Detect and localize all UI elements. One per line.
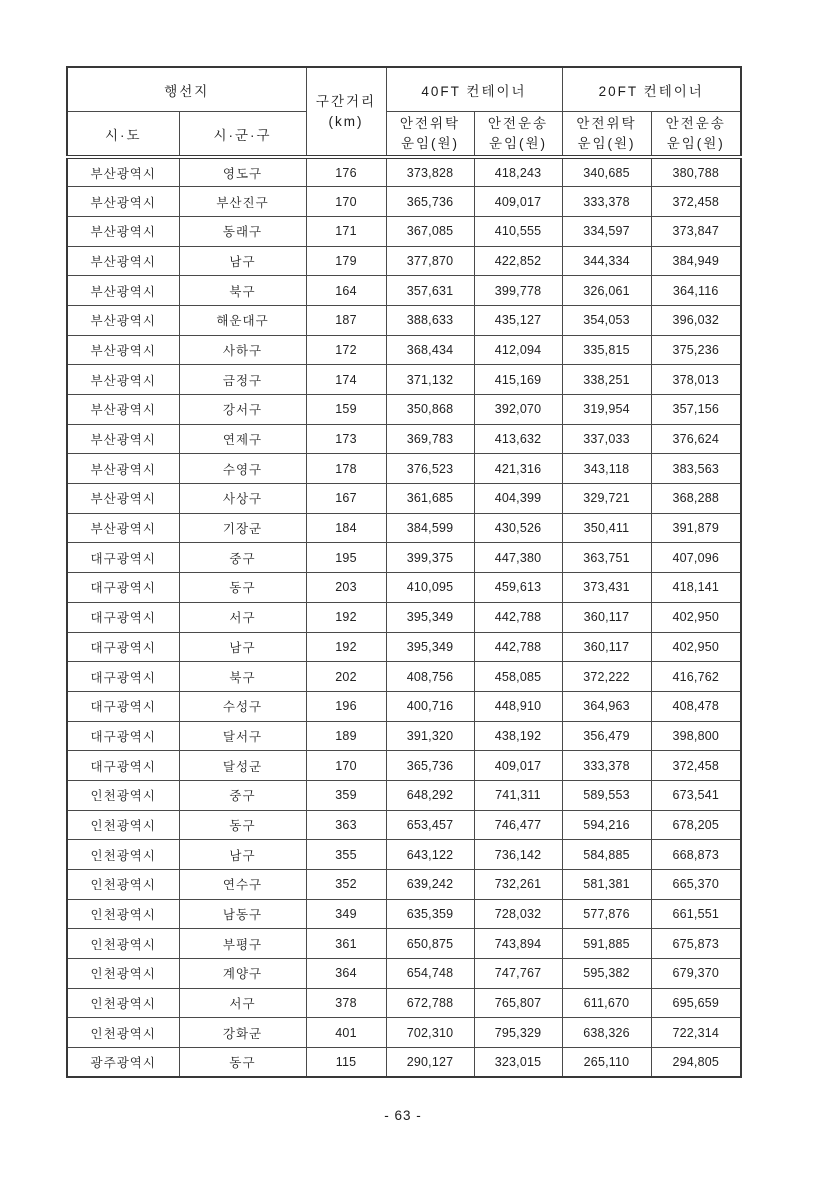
cell-distance: 363 <box>306 810 386 840</box>
cell-distance: 178 <box>306 454 386 484</box>
table-row <box>67 573 741 603</box>
cell-sigungu: 남구 <box>179 632 306 662</box>
cell-20ft-consign-fare: 335,815 <box>562 335 651 365</box>
cell-20ft-transport-fare: 661,551 <box>651 899 741 929</box>
cell-distance: 115 <box>306 1048 386 1078</box>
cell-sigungu: 사상구 <box>179 484 306 514</box>
cell-20ft-transport-fare: 408,478 <box>651 691 741 721</box>
cell-40ft-transport-fare: 458,085 <box>474 662 562 692</box>
cell-sigungu: 부산진구 <box>179 187 306 217</box>
cell-distance: 355 <box>306 840 386 870</box>
cell-distance: 196 <box>306 691 386 721</box>
cell-sido: 대구광역시 <box>67 543 179 573</box>
table-row <box>67 216 741 246</box>
cell-distance: 164 <box>306 276 386 306</box>
cell-20ft-transport-fare: 391,879 <box>651 513 741 543</box>
cell-sido: 부산광역시 <box>67 157 179 187</box>
table-row <box>67 1048 741 1078</box>
cell-sigungu: 부평구 <box>179 929 306 959</box>
cell-40ft-transport-fare: 743,894 <box>474 929 562 959</box>
cell-sido: 인천광역시 <box>67 929 179 959</box>
cell-20ft-consign-fare: 319,954 <box>562 395 651 425</box>
table-row <box>67 246 741 276</box>
cell-20ft-transport-fare: 357,156 <box>651 395 741 425</box>
container-fare-table <box>66 66 742 1078</box>
cell-distance: 192 <box>306 632 386 662</box>
cell-sigungu: 북구 <box>179 662 306 692</box>
cell-40ft-consign-fare: 395,349 <box>386 602 474 632</box>
cell-distance: 170 <box>306 751 386 781</box>
cell-40ft-transport-fare: 448,910 <box>474 691 562 721</box>
cell-sido: 광주광역시 <box>67 1048 179 1078</box>
cell-sido: 부산광역시 <box>67 454 179 484</box>
cell-20ft-consign-fare: 594,216 <box>562 810 651 840</box>
cell-distance: 361 <box>306 929 386 959</box>
cell-20ft-consign-fare: 350,411 <box>562 513 651 543</box>
cell-20ft-consign-fare: 360,117 <box>562 632 651 662</box>
cell-distance: 172 <box>306 335 386 365</box>
cell-20ft-consign-fare: 595,382 <box>562 959 651 989</box>
cell-40ft-consign-fare: 650,875 <box>386 929 474 959</box>
cell-sido: 부산광역시 <box>67 484 179 514</box>
cell-40ft-transport-fare: 392,070 <box>474 395 562 425</box>
table-row <box>67 602 741 632</box>
page-number: - 63 - <box>384 1108 422 1123</box>
header-20ft-transport-fare: 안전운송 운임(원) <box>651 112 741 158</box>
cell-40ft-consign-fare: 357,631 <box>386 276 474 306</box>
cell-20ft-consign-fare: 638,326 <box>562 1018 651 1048</box>
header-sigungu: 시·군·구 <box>179 112 306 158</box>
cell-sido: 인천광역시 <box>67 870 179 900</box>
cell-sigungu: 서구 <box>179 602 306 632</box>
table-row <box>67 157 741 187</box>
cell-40ft-consign-fare: 702,310 <box>386 1018 474 1048</box>
table-row <box>67 632 741 662</box>
cell-distance: 203 <box>306 573 386 603</box>
cell-20ft-consign-fare: 326,061 <box>562 276 651 306</box>
cell-sido: 대구광역시 <box>67 662 179 692</box>
table-row <box>67 780 741 810</box>
cell-20ft-transport-fare: 396,032 <box>651 305 741 335</box>
cell-sido: 대구광역시 <box>67 721 179 751</box>
cell-40ft-consign-fare: 377,870 <box>386 246 474 276</box>
header-40ft-consign-fare: 안전위탁 운임(원) <box>386 112 474 158</box>
cell-40ft-transport-fare: 442,788 <box>474 632 562 662</box>
table-row <box>67 810 741 840</box>
cell-sido: 대구광역시 <box>67 632 179 662</box>
cell-20ft-transport-fare: 398,800 <box>651 721 741 751</box>
cell-40ft-transport-fare: 323,015 <box>474 1048 562 1078</box>
cell-distance: 349 <box>306 899 386 929</box>
cell-40ft-transport-fare: 435,127 <box>474 305 562 335</box>
cell-40ft-transport-fare: 409,017 <box>474 751 562 781</box>
cell-sigungu: 동구 <box>179 810 306 840</box>
cell-sigungu: 남동구 <box>179 899 306 929</box>
cell-40ft-consign-fare: 290,127 <box>386 1048 474 1078</box>
cell-40ft-consign-fare: 365,736 <box>386 187 474 217</box>
table-row <box>67 454 741 484</box>
table-row <box>67 929 741 959</box>
cell-40ft-transport-fare: 795,329 <box>474 1018 562 1048</box>
cell-sido: 부산광역시 <box>67 395 179 425</box>
cell-40ft-transport-fare: 421,316 <box>474 454 562 484</box>
cell-sido: 인천광역시 <box>67 780 179 810</box>
cell-sigungu: 동구 <box>179 573 306 603</box>
cell-sigungu: 동래구 <box>179 216 306 246</box>
cell-20ft-transport-fare: 679,370 <box>651 959 741 989</box>
cell-40ft-transport-fare: 447,380 <box>474 543 562 573</box>
cell-20ft-consign-fare: 340,685 <box>562 157 651 187</box>
cell-distance: 352 <box>306 870 386 900</box>
cell-20ft-transport-fare: 722,314 <box>651 1018 741 1048</box>
cell-sido: 인천광역시 <box>67 988 179 1018</box>
cell-40ft-consign-fare: 361,685 <box>386 484 474 514</box>
cell-40ft-transport-fare: 430,526 <box>474 513 562 543</box>
cell-20ft-transport-fare: 668,873 <box>651 840 741 870</box>
cell-40ft-consign-fare: 365,736 <box>386 751 474 781</box>
cell-40ft-consign-fare: 384,599 <box>386 513 474 543</box>
cell-20ft-transport-fare: 418,141 <box>651 573 741 603</box>
cell-20ft-consign-fare: 333,378 <box>562 187 651 217</box>
cell-20ft-consign-fare: 372,222 <box>562 662 651 692</box>
cell-sigungu: 달성군 <box>179 751 306 781</box>
cell-sigungu: 남구 <box>179 246 306 276</box>
cell-sido: 인천광역시 <box>67 1018 179 1048</box>
cell-40ft-consign-fare: 376,523 <box>386 454 474 484</box>
cell-distance: 173 <box>306 424 386 454</box>
header-40ft-transport-fare: 안전운송 운임(원) <box>474 112 562 158</box>
cell-40ft-consign-fare: 391,320 <box>386 721 474 751</box>
table-row <box>67 751 741 781</box>
cell-40ft-consign-fare: 400,716 <box>386 691 474 721</box>
cell-40ft-transport-fare: 409,017 <box>474 187 562 217</box>
cell-40ft-transport-fare: 438,192 <box>474 721 562 751</box>
cell-distance: 174 <box>306 365 386 395</box>
cell-40ft-consign-fare: 648,292 <box>386 780 474 810</box>
cell-sigungu: 중구 <box>179 780 306 810</box>
table-row <box>67 721 741 751</box>
cell-distance: 179 <box>306 246 386 276</box>
cell-distance: 401 <box>306 1018 386 1048</box>
cell-40ft-consign-fare: 369,783 <box>386 424 474 454</box>
cell-20ft-transport-fare: 407,096 <box>651 543 741 573</box>
cell-20ft-transport-fare: 416,762 <box>651 662 741 692</box>
cell-20ft-consign-fare: 337,033 <box>562 424 651 454</box>
cell-sigungu: 연수구 <box>179 870 306 900</box>
cell-distance: 189 <box>306 721 386 751</box>
cell-sigungu: 계양구 <box>179 959 306 989</box>
cell-20ft-transport-fare: 375,236 <box>651 335 741 365</box>
cell-sido: 부산광역시 <box>67 187 179 217</box>
cell-20ft-transport-fare: 294,805 <box>651 1048 741 1078</box>
cell-sigungu: 강서구 <box>179 395 306 425</box>
table-row <box>67 365 741 395</box>
cell-20ft-consign-fare: 338,251 <box>562 365 651 395</box>
cell-20ft-consign-fare: 584,885 <box>562 840 651 870</box>
cell-40ft-consign-fare: 395,349 <box>386 632 474 662</box>
table-row <box>67 899 741 929</box>
cell-40ft-transport-fare: 736,142 <box>474 840 562 870</box>
cell-20ft-transport-fare: 380,788 <box>651 157 741 187</box>
header-40ft-container: 40FT 컨테이너 <box>386 67 562 112</box>
table-row <box>67 513 741 543</box>
table-row <box>67 870 741 900</box>
cell-40ft-transport-fare: 399,778 <box>474 276 562 306</box>
cell-sido: 부산광역시 <box>67 335 179 365</box>
cell-20ft-consign-fare: 364,963 <box>562 691 651 721</box>
cell-40ft-consign-fare: 410,095 <box>386 573 474 603</box>
cell-40ft-consign-fare: 368,434 <box>386 335 474 365</box>
cell-40ft-transport-fare: 415,169 <box>474 365 562 395</box>
cell-40ft-consign-fare: 408,756 <box>386 662 474 692</box>
cell-20ft-transport-fare: 373,847 <box>651 216 741 246</box>
cell-20ft-consign-fare: 577,876 <box>562 899 651 929</box>
cell-distance: 364 <box>306 959 386 989</box>
cell-sido: 인천광역시 <box>67 840 179 870</box>
table-row <box>67 543 741 573</box>
table-row <box>67 395 741 425</box>
table-row <box>67 276 741 306</box>
cell-40ft-transport-fare: 728,032 <box>474 899 562 929</box>
cell-sido: 부산광역시 <box>67 424 179 454</box>
cell-40ft-transport-fare: 413,632 <box>474 424 562 454</box>
table-row <box>67 1018 741 1048</box>
header-distance-line1: 구간거리 <box>315 93 377 109</box>
cell-sido: 대구광역시 <box>67 691 179 721</box>
header-distance-km <box>306 67 386 157</box>
cell-sigungu: 강화군 <box>179 1018 306 1048</box>
cell-sigungu: 사하구 <box>179 335 306 365</box>
cell-sigungu: 수성구 <box>179 691 306 721</box>
cell-sigungu: 해운대구 <box>179 305 306 335</box>
cell-40ft-transport-fare: 459,613 <box>474 573 562 603</box>
cell-40ft-transport-fare: 746,477 <box>474 810 562 840</box>
table-row <box>67 335 741 365</box>
cell-distance: 167 <box>306 484 386 514</box>
cell-sigungu: 중구 <box>179 543 306 573</box>
cell-40ft-consign-fare: 350,868 <box>386 395 474 425</box>
cell-sigungu: 기장군 <box>179 513 306 543</box>
cell-sido: 인천광역시 <box>67 899 179 929</box>
cell-sigungu: 금정구 <box>179 365 306 395</box>
cell-20ft-consign-fare: 611,670 <box>562 988 651 1018</box>
cell-sido: 부산광역시 <box>67 513 179 543</box>
cell-sigungu: 남구 <box>179 840 306 870</box>
cell-20ft-transport-fare: 675,873 <box>651 929 741 959</box>
cell-20ft-consign-fare: 373,431 <box>562 573 651 603</box>
cell-sigungu: 수영구 <box>179 454 306 484</box>
cell-20ft-transport-fare: 368,288 <box>651 484 741 514</box>
cell-sigungu: 서구 <box>179 988 306 1018</box>
cell-distance: 170 <box>306 187 386 217</box>
header-20ft-container: 20FT 컨테이너 <box>562 67 741 112</box>
cell-sigungu: 영도구 <box>179 157 306 187</box>
cell-40ft-transport-fare: 418,243 <box>474 157 562 187</box>
cell-20ft-consign-fare: 581,381 <box>562 870 651 900</box>
cell-distance: 184 <box>306 513 386 543</box>
header-20ft-consign-fare: 안전위탁 운임(원) <box>562 112 651 158</box>
cell-20ft-consign-fare: 334,597 <box>562 216 651 246</box>
cell-20ft-transport-fare: 665,370 <box>651 870 741 900</box>
cell-40ft-consign-fare: 635,359 <box>386 899 474 929</box>
cell-distance: 195 <box>306 543 386 573</box>
cell-20ft-transport-fare: 402,950 <box>651 632 741 662</box>
cell-40ft-transport-fare: 404,399 <box>474 484 562 514</box>
cell-distance: 192 <box>306 602 386 632</box>
header-sido: 시·도 <box>67 112 179 158</box>
cell-20ft-consign-fare: 265,110 <box>562 1048 651 1078</box>
cell-20ft-transport-fare: 384,949 <box>651 246 741 276</box>
cell-sido: 인천광역시 <box>67 810 179 840</box>
cell-40ft-transport-fare: 741,311 <box>474 780 562 810</box>
cell-20ft-consign-fare: 329,721 <box>562 484 651 514</box>
cell-distance: 159 <box>306 395 386 425</box>
cell-distance: 176 <box>306 157 386 187</box>
cell-sido: 부산광역시 <box>67 276 179 306</box>
header-distance-line2: (km) <box>328 113 364 129</box>
cell-distance: 202 <box>306 662 386 692</box>
cell-40ft-consign-fare: 399,375 <box>386 543 474 573</box>
table-header <box>67 67 741 157</box>
cell-sido: 부산광역시 <box>67 246 179 276</box>
cell-20ft-transport-fare: 402,950 <box>651 602 741 632</box>
cell-40ft-consign-fare: 367,085 <box>386 216 474 246</box>
cell-20ft-transport-fare: 678,205 <box>651 810 741 840</box>
table-row <box>67 959 741 989</box>
cell-20ft-consign-fare: 343,118 <box>562 454 651 484</box>
cell-20ft-transport-fare: 378,013 <box>651 365 741 395</box>
cell-40ft-transport-fare: 747,767 <box>474 959 562 989</box>
cell-20ft-consign-fare: 589,553 <box>562 780 651 810</box>
cell-40ft-consign-fare: 653,457 <box>386 810 474 840</box>
cell-20ft-transport-fare: 372,458 <box>651 187 741 217</box>
cell-distance: 359 <box>306 780 386 810</box>
cell-40ft-transport-fare: 422,852 <box>474 246 562 276</box>
cell-20ft-consign-fare: 333,378 <box>562 751 651 781</box>
cell-40ft-transport-fare: 765,807 <box>474 988 562 1018</box>
cell-20ft-consign-fare: 591,885 <box>562 929 651 959</box>
cell-sido: 대구광역시 <box>67 602 179 632</box>
cell-distance: 378 <box>306 988 386 1018</box>
cell-sigungu: 동구 <box>179 1048 306 1078</box>
cell-40ft-consign-fare: 388,633 <box>386 305 474 335</box>
cell-distance: 171 <box>306 216 386 246</box>
cell-20ft-transport-fare: 372,458 <box>651 751 741 781</box>
cell-20ft-consign-fare: 354,053 <box>562 305 651 335</box>
cell-sido: 인천광역시 <box>67 959 179 989</box>
table-body <box>67 157 741 1077</box>
cell-20ft-transport-fare: 364,116 <box>651 276 741 306</box>
table-row <box>67 305 741 335</box>
cell-20ft-transport-fare: 383,563 <box>651 454 741 484</box>
table-row <box>67 484 741 514</box>
cell-20ft-transport-fare: 673,541 <box>651 780 741 810</box>
cell-20ft-transport-fare: 695,659 <box>651 988 741 1018</box>
cell-20ft-consign-fare: 356,479 <box>562 721 651 751</box>
cell-20ft-transport-fare: 376,624 <box>651 424 741 454</box>
cell-40ft-transport-fare: 412,094 <box>474 335 562 365</box>
cell-40ft-consign-fare: 371,132 <box>386 365 474 395</box>
cell-sigungu: 북구 <box>179 276 306 306</box>
cell-20ft-consign-fare: 363,751 <box>562 543 651 573</box>
cell-sido: 부산광역시 <box>67 365 179 395</box>
cell-20ft-consign-fare: 344,334 <box>562 246 651 276</box>
table-row <box>67 988 741 1018</box>
cell-40ft-consign-fare: 373,828 <box>386 157 474 187</box>
cell-40ft-transport-fare: 410,555 <box>474 216 562 246</box>
table-row <box>67 662 741 692</box>
cell-sido: 대구광역시 <box>67 573 179 603</box>
cell-sido: 부산광역시 <box>67 216 179 246</box>
cell-40ft-transport-fare: 442,788 <box>474 602 562 632</box>
table-row <box>67 424 741 454</box>
cell-sido: 대구광역시 <box>67 751 179 781</box>
table-row <box>67 187 741 217</box>
cell-40ft-consign-fare: 639,242 <box>386 870 474 900</box>
table-row <box>67 691 741 721</box>
cell-sido: 부산광역시 <box>67 305 179 335</box>
header-destination: 행선지 <box>67 67 306 112</box>
cell-40ft-consign-fare: 643,122 <box>386 840 474 870</box>
cell-40ft-transport-fare: 732,261 <box>474 870 562 900</box>
cell-distance: 187 <box>306 305 386 335</box>
table-row <box>67 840 741 870</box>
cell-sigungu: 연제구 <box>179 424 306 454</box>
cell-sigungu: 달서구 <box>179 721 306 751</box>
cell-20ft-consign-fare: 360,117 <box>562 602 651 632</box>
cell-40ft-consign-fare: 654,748 <box>386 959 474 989</box>
cell-40ft-consign-fare: 672,788 <box>386 988 474 1018</box>
